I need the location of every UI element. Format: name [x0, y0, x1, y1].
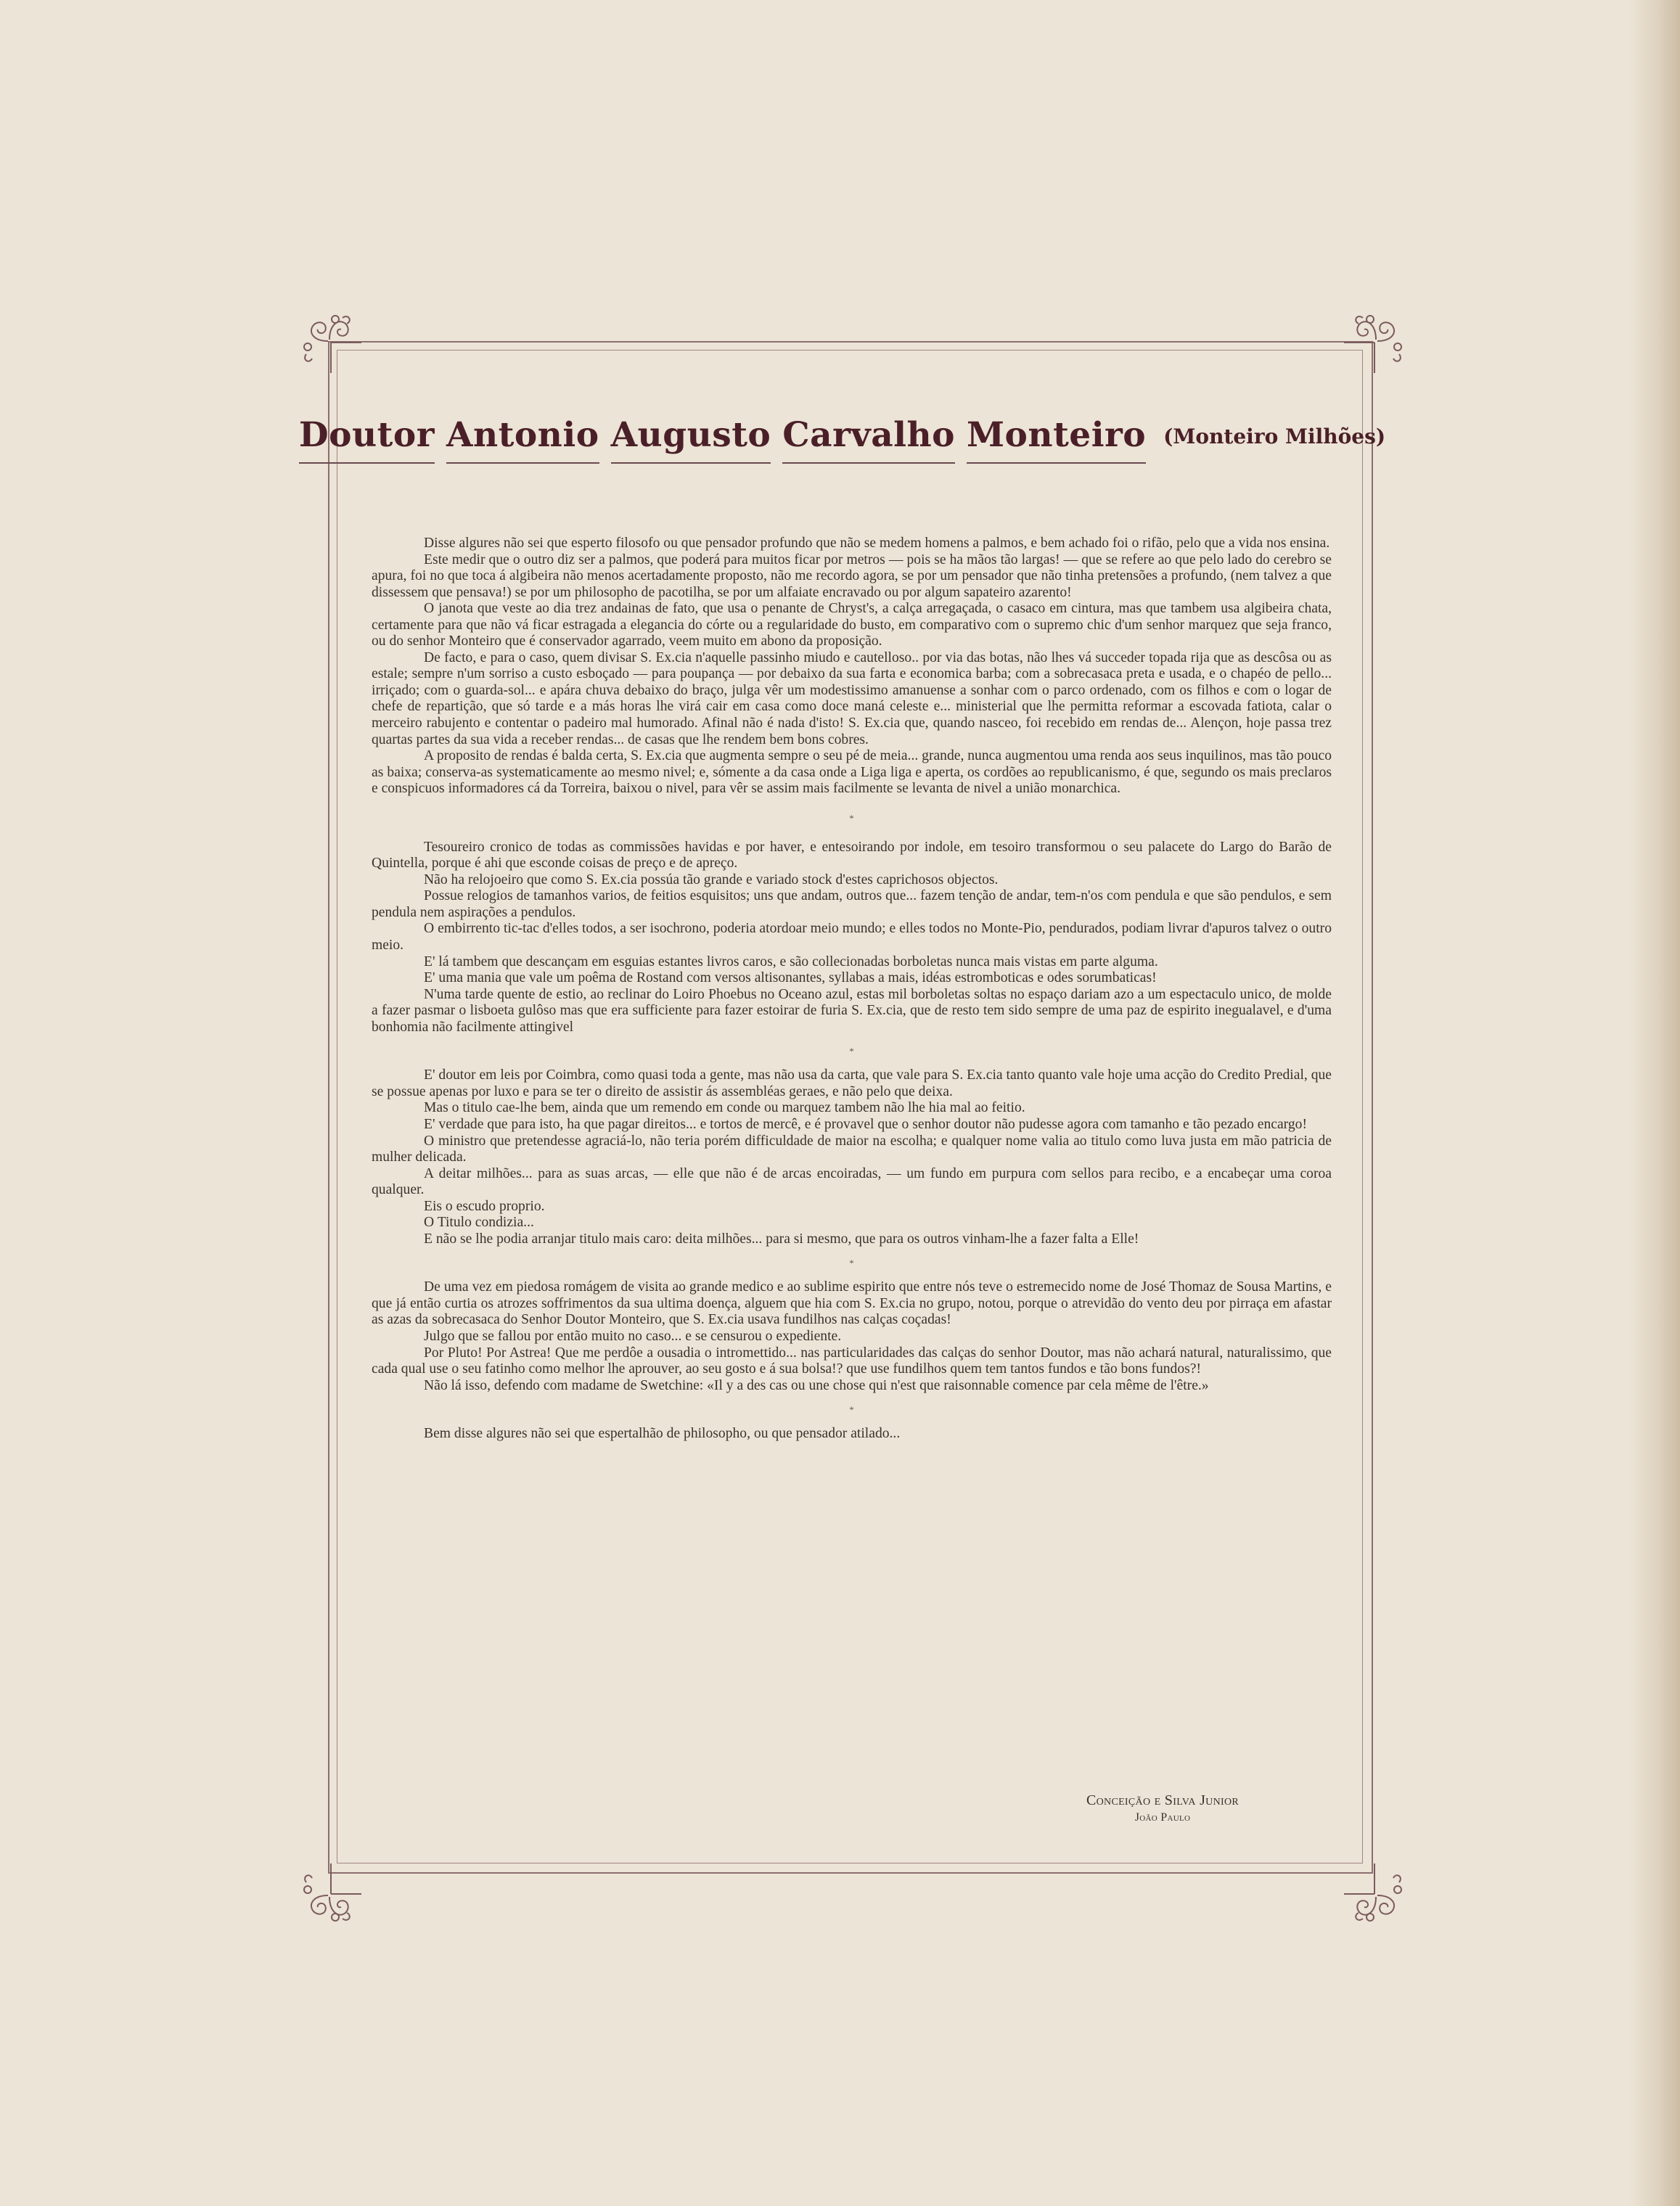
title-word: Augusto — [611, 415, 771, 464]
paragraph: E' lá tambem que descançam em esguias estantes livros caros, e são collecionadas borboletas nunca mais vistas em parte alguma. — [424, 954, 1158, 969]
title-word: Monteiro — [967, 415, 1146, 464]
section-separator: * — [849, 812, 854, 824]
paragraph: A deitar milhões... para as suas arcas, — elle que não é de arcas encoiradas, — um fundo em purpura com sellos para recibo, e a encabeçar uma coroa qualquer. — [372, 1165, 1332, 1198]
paragraph: Julgo que se fallou por então muito no caso... e se censurou o expediente. — [424, 1328, 842, 1344]
paragraph: Por Pluto! Por Astrea! Que me perdôe a ousadia o intromettido... nas particularidades das calças do senhor Doutor, mas não achará natural, naturalissimo, que cada qual use o seu fatinho como melhor lhe aprouver, ao seu gosto e á sua bolsa!? que use fundilhos quem tem tantos fundos e tão bons fundos?! — [372, 1345, 1332, 1377]
paragraph: A proposito de rendas é balda certa, S. Ex.cia que augmenta sempre o seu pé de meia... grande, nunca augmentou uma renda aos seus inquilinos, mas tão pouco as baixa; conserva-as systematicamente ao mesmo nivel; e, sómente a da casa onde a Liga liga e aperta, os cordões ao republicanismo, é que, segundo os mais preclaros e conspicuos informadores cá da Torreira, baixou o nivel, para vêr se assim mais facilmente se levanta de nivel a união monarchica. — [372, 748, 1332, 797]
title-word: Carvalho — [782, 415, 955, 464]
paragraph: Disse algures não sei que esperto filosofo ou que pensador profundo que não se medem homens a palmos, e bem achado foi o rifão, pelo que a vida nos ensina. — [424, 536, 1330, 551]
paragraph: Mas o titulo cae-lhe bem, ainda que um remendo em conde ou marquez tambem não lhe hia mal ao feitio. — [424, 1100, 1025, 1116]
paragraph: E não se lhe podia arranjar titulo mais caro: deita milhões... para si mesmo, que para os outros vinham-lhe a fazer falta a Elle! — [424, 1231, 1139, 1247]
paragraph: Não ha relojoeiro que como S. Ex.cia possúa tão grande e variado stock d'estes caprichosos objectos. — [424, 872, 999, 887]
paragraph: E' verdade que para isto, ha que pagar direitos... e tortos de mercê, e é provavel que o senhor doutor não pudesse agora com tamanho e tão pezado encargo! — [424, 1116, 1307, 1132]
paragraph: O embirrento tic-tac d'elles todos, a ser isochrono, poderia atordoar meio mundo; e elles todos no Monte-Pio, pendurados, podiam livrar d'apuros talvez o outro meio. — [372, 921, 1332, 954]
paragraph: Este medir que o outro diz ser a palmos, que poderá para muitos ficar por metros — pois se ha mãos tão largas! — que se refere ao que pelo lado do cerebro se apura, foi no que toca á algibeira não menos acertadamente proposto, não me recordo agora, se por um pensador que não tinha pretensões a profundo, (nem talvez a que dissessem que pensava!) se por um philosopho de pacotilha, se por um alfaiate encravado ou por algum sapateiro azarento! — [372, 552, 1332, 600]
corner-flourish-icon — [299, 311, 364, 376]
page-title — [0, 415, 1680, 464]
title-word: Doutor — [299, 415, 435, 464]
paragraph: E' doutor em leis por Coimbra, como quasi toda a gente, mas não usa da carta, que vale para S. Ex.cia tanto quanto vale hoje uma acção do Credito Predial, que se possue apenas por luxo e para se ter o direito de assistir ás assembléas geraes, e não pelo que deixa. — [372, 1067, 1332, 1099]
corner-flourish-icon — [1341, 311, 1406, 376]
paragraph: Não lá isso, defendo com madame de Swetchine: «Il y a des cas ou une chose qui n'est que raisonnable comence par cela même de l'être.» — [424, 1377, 1209, 1393]
section-separator: * — [849, 1046, 854, 1057]
paragraph: O Titulo condizia... — [424, 1215, 534, 1231]
paragraph: O ministro que pretendesse agraciá-lo, não teria porém difficuldade de maior na escolha; e qualquer nome valia ao titulo como luva justa em mão patricia de mulher delicada. — [372, 1133, 1332, 1165]
author-name: Conceição e Silva Junior — [1086, 1792, 1239, 1808]
title-subtitle: (Monteiro Milhões) — [1163, 425, 1386, 448]
paragraph: De uma vez em piedosa romágem de visita ao grande medico e ao sublime espirito que entre nós teve o estremecido nome de José Thomaz de Sousa Martins, e que já então curtia os atrozes soffrimentos da sua ultima doença, alguem que hia com S. Ex.cia no grupo, notou, porque o atrevidão do vento deu por pirraça em afastar as azas da sobrecasaca do Senhor Doutor Monteiro, que S. Ex.cia usava fundilhos nas calças coçadas! — [372, 1279, 1332, 1328]
title-word: Antonio — [446, 415, 599, 464]
closing-line: Bem disse algures não sei que espertalhão de philosopho, ou que pensador atilado... — [424, 1426, 901, 1442]
paragraph: De facto, e para o caso, quem divisar S. Ex.cia n'aquelle passinho miudo e cautelloso.. por via das botas, não lhes vá succeder topada rija que as descôsa ou as estale; sempre n'um sorriso a custo esboçado — para poupança — por debaixo da sua farta e economica barba; com a sobrecasaca preta e usada, e o chapéo de pello... irriçado; com o guarda-sol... e apára chuva debaixo do braço, julga vêr um modestissimo amanuense a sonhar com o parco ordenado, com os filhos e com o logar de chefe de repartição, que só tarde e a más horas lhe virá cair em casa como doce maná celeste e... ministerial que lhe permitta reformar a escovada fatiota, calar o merceiro rabujento e contentar o padeiro mal humorado. Afinal não é nada d'isto! S. Ex.cia que, quando nasceo, foi recebido em rendas de... Alençon, hoje passa trez quartas partes da sua vida a receber rendas... de casas que lhe rendem bem bons cobres. — [372, 649, 1332, 747]
corner-flourish-icon — [1341, 1861, 1406, 1926]
paragraph: Possue relogios de tamanhos varios, de feitios esquisitos; uns que andam, outros que... fazem tenção de andar, tem-n'os com pendula e que são pendulos, e sem pendula nem aspirações a pendulos. — [372, 888, 1332, 920]
section-separator: * — [849, 1404, 854, 1416]
section-separator: * — [849, 1258, 854, 1269]
paragraph: E' uma mania que vale um poêma de Rostand com versos altisonantes, syllabas a mais, idéas estromboticas e odes sorumbaticas! — [424, 970, 1157, 986]
page-edge-shadow — [1629, 0, 1680, 2206]
article-body — [372, 536, 1332, 1443]
paragraph: Tesoureiro cronico de todas as commissões havidas e por haver, e entesoirando por indole, em tesoiro transformou o seu palacete do Largo do Barão de Quintella, porque é ahi que esconde coisas de preço e de apreço. — [372, 839, 1332, 872]
paragraph: N'uma tarde quente de estio, ao reclinar do Loiro Phoebus no Oceano azul, estas mil borboletas soltas no espaço dariam azo a um espectaculo unico, de molde a fazer pasmar o lisboeta gulôso mas que era sufficiente para fazer estoirar de furia S. Ex.cia, que de resto tem sido sempre de uma paz de espirito inegualavel, e d'uma bonhomia não facilmente attingivel — [372, 986, 1332, 1035]
signature-block — [1054, 1792, 1271, 1826]
illustrator-name: João Paulo — [1134, 1811, 1191, 1824]
corner-flourish-icon — [299, 1861, 364, 1926]
paragraph: O janota que veste ao dia trez andainas de fato, que usa o penante de Chryst's, a calça arregaçada, o casaco em cintura, mas que tambem usa algibeira chata, certamente para que não vá ficar estragada a elegancia do córte ou a regularidade do busto, em comparativo com o supremo chic d'um senhor marquez que seja franco, ou do senhor Monteiro que é conservador agarrado, veem muito em abono da proposição. — [372, 601, 1332, 649]
paragraph: Eis o escudo proprio. — [424, 1198, 545, 1214]
